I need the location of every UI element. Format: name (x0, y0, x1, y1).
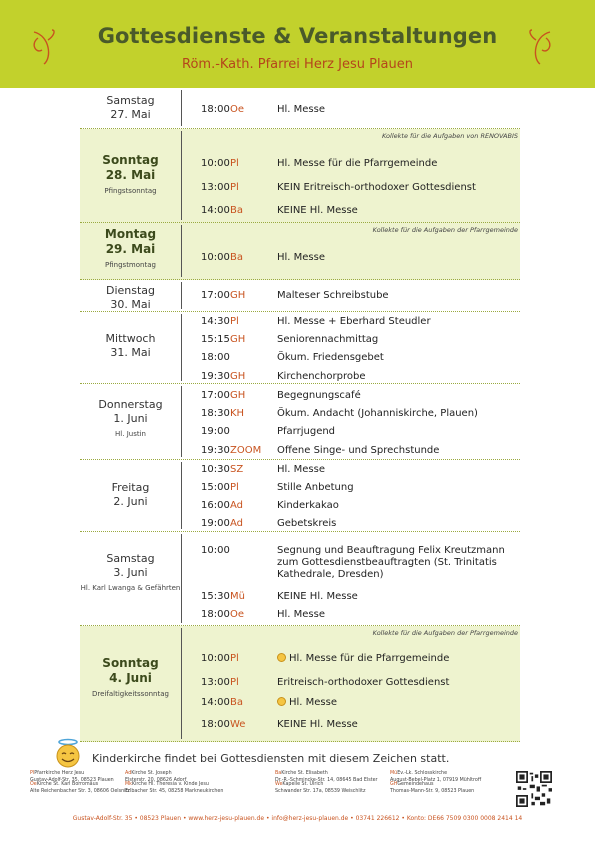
collection-note: Kollekte für die Aufgaben der Pfarrgemeinde (372, 226, 518, 234)
event-text: Segnung und Beauftragung Felix Kreutzmann zum Gottesdienstbeauftragten (St. Trinitatis Kathedrale, Dresden) (277, 545, 505, 580)
event-text: Gebetskreis (277, 518, 337, 529)
event-title (277, 252, 515, 264)
event-text: KEINE Hl. Messe (277, 205, 358, 216)
event-text: Seniorennachmittag (277, 334, 379, 345)
day-date: 28. Mai (105, 168, 156, 182)
day-date: 4. Juni (109, 671, 152, 685)
qr-code-icon (516, 771, 552, 807)
day-name: Sonntag (102, 656, 159, 670)
event-time: 19:30 (201, 371, 230, 382)
location-code: Pl (230, 316, 239, 327)
location-code: Pl (230, 653, 239, 664)
location-address: Schwander Str. 17a, 08539 Weischlitz (275, 788, 366, 794)
footer-contact: Gustav-Adolf-Str. 35 • 08523 Plauen • www.herz-jesu-plauen.de • info@herz-jesu-plauen.de • 03741 226612 • Konto: DE66 7509 0300 0008 2414 14 (72, 815, 523, 822)
event-title (277, 182, 515, 194)
event-title (277, 609, 515, 621)
event-title (277, 445, 515, 457)
feast-day: Hl. Justin (115, 430, 146, 438)
event-title (277, 316, 515, 328)
event-time: 15:15 (201, 334, 230, 345)
location-name: Kirche Hl. Theresia v. Kinde Jesu (131, 782, 209, 787)
location-address: Alte Reichenbacher Str. 3, 08606 Oelsnitz (30, 788, 130, 794)
location-code: Oe (230, 609, 245, 620)
page-title: Gottesdienste & Veranstaltungen (97, 24, 498, 48)
location-code: GH (230, 390, 246, 401)
location-code: GH (230, 371, 246, 382)
event-title (277, 104, 515, 116)
column-divider (181, 314, 182, 381)
location-code: ZOOM (230, 445, 262, 456)
event-text: Hl. Messe + Eberhard Steudler (277, 316, 431, 327)
location-address: August-Bebel-Platz 1, 07919 Mühltroff (390, 777, 482, 783)
location-abbr: Mü (390, 771, 398, 776)
event-text: Begegnungscafé (277, 390, 361, 401)
event-title (277, 464, 515, 476)
event-title (277, 205, 515, 217)
location-address: Gustav-Adolf-Str. 35, 08523 Plauen (30, 777, 114, 783)
smiley-icon (277, 653, 286, 662)
location-code: Pl (230, 482, 239, 493)
location-name: Kirche St. Elisabeth (281, 771, 328, 776)
day-date: 30. Mai (110, 298, 151, 311)
event-text: Kirchenchorprobe (277, 371, 366, 382)
location-legend (30, 771, 500, 807)
location-name: Kapelle St. Ulrich (282, 782, 324, 787)
event-title (277, 482, 515, 494)
location-abbr: Ba (275, 771, 282, 776)
location-code: Ad (230, 518, 244, 529)
day-name: Samstag (106, 552, 155, 565)
day-row (80, 460, 520, 532)
feast-day: Pfingstsonntag (104, 187, 157, 195)
event-title (277, 697, 515, 709)
event-time: 10:30 (201, 464, 230, 475)
day-name: Samstag (106, 94, 155, 107)
location-name: Gemeindehaus (397, 782, 434, 787)
day-name: Mittwoch (105, 332, 156, 345)
location-code: Pl (230, 182, 239, 193)
smiley-halo-icon (52, 738, 84, 768)
event-title (277, 390, 515, 402)
location-code: KH (230, 408, 245, 419)
day-label (80, 398, 181, 439)
day-row (80, 384, 520, 460)
day-name: Montag (104, 227, 157, 241)
event-text: KEINE Hl. Messe (277, 591, 358, 602)
location-code: Ba (230, 252, 243, 263)
event-text: Hl. Messe für die Pfarrgemeinde (277, 158, 438, 169)
day-label (80, 552, 181, 593)
event-title (277, 352, 515, 364)
event-time: 18:30 (201, 408, 230, 419)
event-text: Stille Anbetung (277, 482, 354, 493)
kinderkirche-legend (52, 738, 562, 772)
day-date: 29. Mai (105, 242, 156, 256)
event-title (277, 290, 515, 302)
event-title (277, 426, 515, 438)
location-name: Kirche St. Karl Borromäus (36, 782, 99, 787)
event-time: 15:30 (201, 591, 230, 602)
location-name: Kirche St. Joseph (131, 771, 172, 776)
location-address: Elsterstr. 20, 08626 Adorf (125, 777, 187, 783)
location-code: GH (230, 290, 246, 301)
smiley-icon (277, 697, 286, 706)
day-date: 1. Juni (113, 412, 148, 425)
column-divider (181, 90, 182, 126)
day-label (80, 227, 181, 270)
header-banner (0, 0, 595, 88)
collection-note: Kollekte für die Aufgaben der Pfarrgemeinde (372, 629, 518, 637)
event-time: 18:00 (201, 609, 230, 620)
day-name: Dienstag (105, 284, 156, 297)
event-time: 17:00 (201, 290, 230, 301)
day-label (80, 94, 181, 122)
location-name: Ev.-Lk. Schlosskirche (397, 771, 448, 776)
event-time: 13:00 (201, 677, 230, 688)
event-time: 18:00 (201, 104, 230, 115)
event-time: 18:00 (201, 352, 230, 363)
event-text: Hl. Messe (277, 609, 326, 620)
location-code: We (230, 719, 246, 730)
day-date: 27. Mai (110, 108, 151, 121)
event-text: Hl. Messe (277, 104, 326, 115)
day-row (80, 626, 520, 742)
location-abbr: We (275, 782, 283, 787)
event-time: 14:30 (201, 316, 230, 327)
day-label (80, 153, 181, 196)
day-label (80, 656, 181, 699)
day-row (80, 312, 520, 384)
column-divider (181, 534, 182, 623)
location-code: SZ (230, 464, 244, 475)
event-time: 19:30 (201, 445, 230, 456)
event-title (277, 518, 515, 530)
event-time: 14:00 (201, 205, 230, 216)
day-date: 2. Juni (113, 495, 148, 508)
event-text: Eritreisch-orthodoxer Gottesdienst (277, 677, 450, 688)
location-abbr: Oe (30, 782, 37, 787)
location-abbr: Ad (125, 771, 132, 776)
column-divider (181, 282, 182, 309)
location-code: Pl (230, 158, 239, 169)
day-name: Donnerstag (98, 398, 163, 411)
day-date: 3. Juni (113, 566, 148, 579)
event-time: 18:00 (201, 719, 230, 730)
event-text: Pfarrjugend (277, 426, 336, 437)
location-entry (125, 782, 223, 795)
event-time: 13:00 (201, 182, 230, 193)
location-code: Ba (230, 697, 243, 708)
event-time: 10:00 (201, 158, 230, 169)
day-row (80, 280, 520, 312)
parish-subtitle: Röm.-Kath. Pfarrei Herz Jesu Plauen (182, 57, 413, 72)
location-abbr: Mk (125, 782, 132, 787)
location-code: Mü (230, 591, 245, 602)
day-row (80, 88, 520, 129)
day-date: 31. Mai (110, 346, 151, 359)
location-code: Ad (230, 500, 244, 511)
event-text: Hl. Messe (277, 464, 326, 475)
location-abbr: Pl (30, 771, 35, 776)
event-title (277, 334, 515, 346)
event-text: Hl. Messe (277, 252, 326, 263)
event-title (277, 719, 515, 731)
column-divider (181, 628, 182, 739)
location-code: Oe (230, 104, 245, 115)
location-address: Erlbacher Str. 45, 08258 Markneukirchen (125, 788, 224, 794)
column-divider (181, 225, 182, 277)
feast-day: Dreifaltigkeitssonntag (92, 690, 169, 698)
location-address: Dr.-R.-Schmincke-Str. 14, 08645 Bad Elster (275, 777, 378, 783)
event-time: 15:00 (201, 482, 230, 493)
event-time: 17:00 (201, 390, 230, 401)
location-address: Thomas-Mann-Str. 9, 08523 Plauen (390, 788, 475, 794)
day-row (80, 129, 520, 223)
day-name: Sonntag (102, 153, 159, 167)
column-divider (181, 386, 182, 457)
location-code: Pl (230, 677, 239, 688)
kinderkirche-text: Kinderkirche findet bei Gottesdiensten mit diesem Zeichen statt. (92, 752, 450, 765)
event-time: 19:00 (201, 426, 230, 437)
feast-day: Pfingstmontag (105, 261, 156, 269)
event-title (277, 677, 515, 689)
event-time: 14:00 (201, 697, 230, 708)
location-entry (390, 782, 474, 795)
day-label (80, 332, 181, 360)
day-row (80, 532, 520, 626)
day-label (80, 481, 181, 509)
event-time: 19:00 (201, 518, 230, 529)
location-abbr: GH (390, 782, 398, 787)
day-label (80, 284, 181, 312)
location-code: Ba (230, 205, 243, 216)
event-title (277, 591, 515, 603)
event-text: Kinderkakao (277, 500, 339, 511)
event-title (277, 545, 515, 581)
feast-day: Hl. Karl Lwanga & Gefährten (80, 584, 181, 592)
location-entry (275, 782, 366, 795)
day-name: Freitag (111, 481, 150, 494)
column-divider (181, 462, 182, 529)
event-text: Ökum. Friedensgebet (277, 352, 384, 363)
event-time: 10:00 (201, 545, 230, 556)
column-divider (181, 131, 182, 220)
collection-note: Kollekte für die Aufgaben von RENOVABIS (382, 132, 518, 140)
event-title (277, 408, 515, 420)
event-title (277, 371, 515, 383)
location-entry (30, 782, 130, 795)
event-title (277, 500, 515, 512)
event-text: Hl. Messe für die Pfarrgemeinde (289, 653, 450, 664)
event-title (277, 158, 515, 170)
event-time: 16:00 (201, 500, 230, 511)
location-code: GH (230, 334, 246, 345)
event-title (277, 653, 515, 665)
location-name: Pfarrkirche Herz Jesu (34, 771, 85, 776)
event-text: Ökum. Andacht (Johanniskirche, Plauen) (277, 408, 478, 419)
day-row (80, 223, 520, 280)
event-time: 10:00 (201, 653, 230, 664)
schedule-table (80, 88, 520, 742)
event-text: Malteser Schreibstube (277, 290, 389, 301)
event-text: Hl. Messe (289, 697, 338, 708)
event-time: 10:00 (201, 252, 230, 263)
event-text: KEINE Hl. Messe (277, 719, 358, 730)
event-text: KEIN Eritreisch-orthodoxer Gottesdienst (277, 182, 476, 193)
event-text: Offene Singe- und Sprechstunde (277, 445, 440, 456)
